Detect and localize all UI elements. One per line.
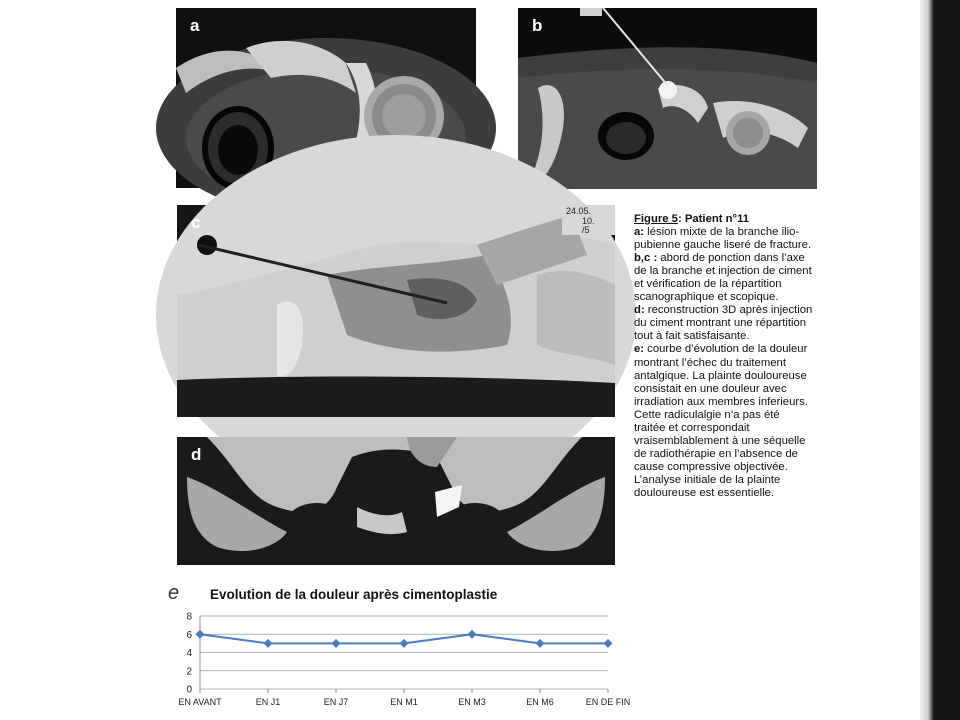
figure-caption (634, 213, 814, 500)
panel-letter-e: e (168, 582, 180, 604)
caption-a-text: lésion mixte de la branche ilio-pubienne gauche liseré de fracture. (634, 226, 812, 252)
panel-letter-a: a (190, 16, 200, 35)
chart-plot (168, 582, 631, 714)
data-point (332, 639, 341, 648)
x-tick-label: EN J1 (255, 697, 281, 707)
panel-letter-d: d (191, 445, 202, 464)
y-tick-label: 8 (186, 611, 192, 623)
fluoro-overlay-line-2: 10. (582, 216, 595, 226)
caption-d-text: reconstruction 3D après injection du ciment montrant une répartition tout à fait satisfaisante. (634, 304, 813, 343)
y-tick-label: 6 (186, 629, 192, 641)
caption-d-label: d: (634, 304, 645, 317)
y-tick-label: 0 (186, 684, 192, 696)
caption-e-label: e: (634, 343, 645, 356)
data-point (468, 630, 477, 639)
x-tick-label: EN AVANT (178, 697, 222, 707)
x-tick-label: EN M1 (390, 697, 418, 707)
ct-image-b (518, 8, 817, 189)
x-tick-label: EN J7 (323, 697, 349, 707)
caption-bc-text: abord de ponction dans l’axe de la branche et injection de ciment et vérification de la répartition scanographique et scopique. (634, 252, 812, 304)
data-point (196, 630, 205, 639)
panel-letter-b: b (532, 16, 543, 35)
3d-reconstruction-image-d (177, 437, 615, 565)
patient-label: : Patient n°11 (677, 213, 750, 225)
y-tick-label: 2 (186, 666, 192, 678)
fluoro-overlay-line-1: 24.05. (566, 206, 592, 216)
x-tick-label: EN M3 (458, 697, 486, 707)
chart-title: Evolution de la douleur après cimentoplastie (210, 587, 498, 602)
caption-bc-label: b,c : (634, 252, 658, 265)
pain-evolution-chart (168, 582, 631, 714)
y-tick-label: 4 (186, 648, 192, 659)
caption-a-label: a: (634, 226, 645, 239)
x-tick-label: EN M6 (526, 697, 554, 707)
panel-letter-c: c (191, 213, 201, 232)
data-point (264, 639, 273, 648)
x-tick-label: EN DE FIN (585, 697, 631, 707)
caption-e-text: courbe d’évolution de la douleur montrant l’échec du traitement antalgique. La plainte douloureuse consistait en une douleur avec irradiation aux membres inferieurs. Cette radiculalgie n’a pas été traitée et correspondait vraisemblablement à une séquelle de radiothérapie en l’absence de cause compressive objectivée. L’analyse initiale de la plainte douloureuse est essentielle. (634, 343, 808, 499)
slide-right-border (920, 0, 960, 720)
data-point (604, 639, 613, 648)
fluoro-overlay-line-3: /5 (582, 225, 590, 235)
figure-label: Figure 5 (634, 213, 678, 225)
data-point (400, 639, 409, 648)
fluoroscopy-image-c (177, 205, 615, 417)
data-point (536, 639, 545, 648)
